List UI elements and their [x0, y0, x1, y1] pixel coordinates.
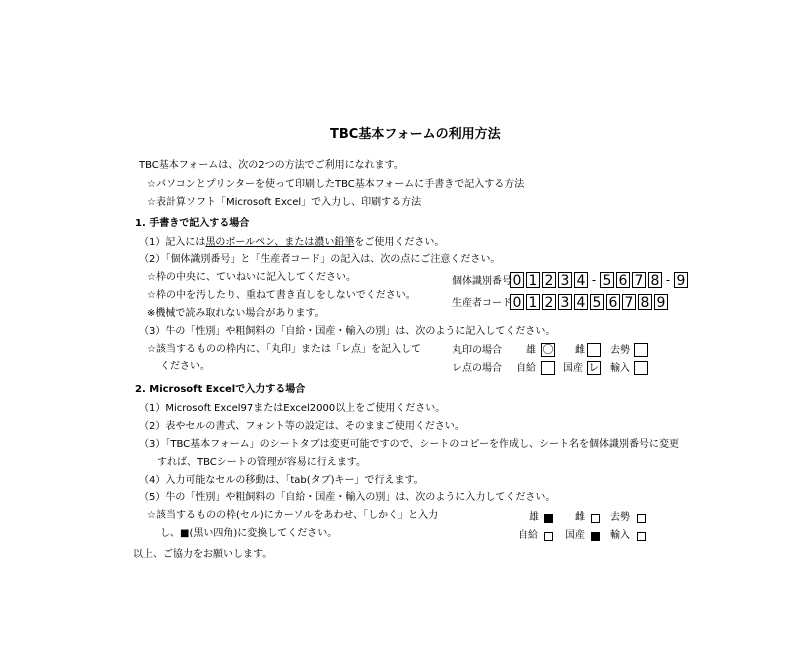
- feed-option-domestic-label: 国産: [563, 363, 583, 374]
- feed-self-checkbox: [541, 361, 555, 375]
- circle-example-label: 丸印の場合: [452, 345, 502, 356]
- id-digit: 9: [674, 272, 688, 288]
- id-digit: 8: [648, 272, 662, 288]
- id-dash: -: [591, 273, 597, 287]
- section1-heading: 1. 手書きで記入する場合: [135, 218, 250, 229]
- section2-item2: （2）表やセルの書式、フォント等の設定は、そのままご使用ください。: [139, 421, 465, 432]
- sex-female-checkbox: [587, 343, 601, 357]
- section1-note3: ※機械で読み取れない場合があります。: [147, 308, 325, 319]
- sex-option-male-label: 雄: [526, 345, 536, 356]
- section2-item5: （5）牛の「性別」や粗飼料の「自給・国産・輸入の別」は、次のように入力してください。: [139, 492, 556, 503]
- id-digit: 4: [574, 272, 588, 288]
- section1-item1-prefix: （1）記入には: [139, 237, 206, 248]
- section1-item1: [139, 237, 444, 249]
- sex-option-female-label: 雌: [575, 345, 585, 356]
- feed-option-import-label: 輸入: [610, 363, 630, 374]
- producer-digit: 7: [622, 294, 636, 310]
- sex-option-steer-label: 去勢: [610, 345, 630, 356]
- id-digit: 1: [526, 272, 540, 288]
- producer-digit: 2: [542, 294, 556, 310]
- section1-item1-underlined: 黒のボールペン、または濃い鉛筆: [205, 237, 355, 248]
- closing-text: 以上、ご協力をお願いします。: [133, 549, 273, 560]
- excel-feed-self-label: 自給: [518, 530, 538, 541]
- producer-digit: 1: [526, 294, 540, 310]
- excel-sex-female-square: [591, 514, 600, 523]
- intro-line-3: ☆表計算ソフト「Microsoft Excel」で入力し、印刷する方法: [147, 197, 422, 208]
- id-digit: 2: [542, 272, 556, 288]
- producer-digit: 9: [654, 294, 668, 310]
- id-digit: 7: [632, 272, 646, 288]
- page-title: TBC基本フォームの利用方法: [330, 127, 501, 142]
- feed-import-checkbox: [634, 361, 648, 375]
- excel-feed-self-square: [544, 532, 553, 541]
- excel-feed-import-label: 輸入: [610, 530, 630, 541]
- id-dash: -: [665, 273, 671, 287]
- excel-sex-male-square: [544, 514, 553, 523]
- excel-feed-domestic-square: [591, 532, 600, 541]
- section1-note2: ☆枠の中を汚したり、重ねて書き直しをしないでください。: [147, 290, 416, 301]
- section1-note4: ☆該当するものの枠内に、「丸印」または「レ点」を記入して: [147, 344, 421, 355]
- producer-code-label: 生産者コード: [452, 298, 512, 309]
- id-digit: 5: [600, 272, 614, 288]
- excel-sex-steer-label: 去勢: [610, 512, 630, 523]
- section2-heading: 2. Microsoft Excelで入力する場合: [135, 384, 306, 395]
- excel-feed-import-square: [637, 532, 646, 541]
- producer-digit: 0: [510, 294, 524, 310]
- excel-sex-female-label: 雌: [575, 512, 585, 523]
- sex-steer-checkbox: [634, 343, 648, 357]
- check-example-label: レ点の場合: [452, 363, 502, 374]
- intro-line-1: TBC基本フォームは、次の2つの方法でご利用になれます。: [139, 160, 404, 171]
- id-digit: 3: [558, 272, 572, 288]
- producer-digit: 6: [606, 294, 620, 310]
- intro-line-2: ☆パソコンとプリンターを使って印刷したTBC基本フォームに手書きで記入する方法: [147, 179, 525, 190]
- sex-male-checkbox: 〇: [542, 343, 554, 356]
- id-number-boxes: [510, 272, 690, 288]
- section1-item3: （3）牛の「性別」や粗飼料の「自給・国産・輸入の別」は、次のように記入してください。: [139, 326, 556, 337]
- producer-digit: 3: [558, 294, 572, 310]
- producer-code-boxes: [510, 294, 670, 310]
- excel-sex-male-label: 雄: [529, 512, 539, 523]
- excel-sex-steer-square: [637, 514, 646, 523]
- section2-note1: ☆該当するものの枠(セル)にカーソルをあわせ、「しかく」と入力: [147, 510, 439, 521]
- producer-digit: 4: [574, 294, 588, 310]
- id-number-label: 個体識別番号: [452, 276, 512, 287]
- excel-feed-domestic-label: 国産: [565, 530, 585, 541]
- section2-note2: し、■(黒い四角)に変換してください。: [160, 528, 338, 539]
- producer-digit: 8: [638, 294, 652, 310]
- section1-note1: ☆枠の中央に、ていねいに記入してください。: [147, 272, 356, 283]
- id-digit: 0: [510, 272, 524, 288]
- section2-item1: （1）Microsoft Excel97またはExcel2000以上をご使用ください。: [139, 403, 446, 414]
- section1-item2: （2）「個体識別番号」と「生産者コード」の記入は、次の点にご注意ください。: [139, 254, 501, 265]
- feed-domestic-checkbox: レ: [588, 361, 600, 374]
- section2-item4: （4）入力可能なセルの移動は、「tab(タブ)キー」で行えます。: [139, 475, 424, 486]
- feed-option-self-label: 自給: [516, 363, 536, 374]
- section1-note5: ください。: [160, 361, 210, 372]
- section2-item3b: すれば、TBCシートの管理が容易に行えます。: [157, 457, 366, 468]
- producer-digit: 5: [590, 294, 604, 310]
- section1-item1-suffix: をご使用ください。: [354, 237, 445, 248]
- section2-item3a: （3）「TBC基本フォーム」のシートタブは変更可能ですので、シートのコピーを作成し、シート名を個体識別番号に変更: [139, 439, 680, 450]
- id-digit: 6: [616, 272, 630, 288]
